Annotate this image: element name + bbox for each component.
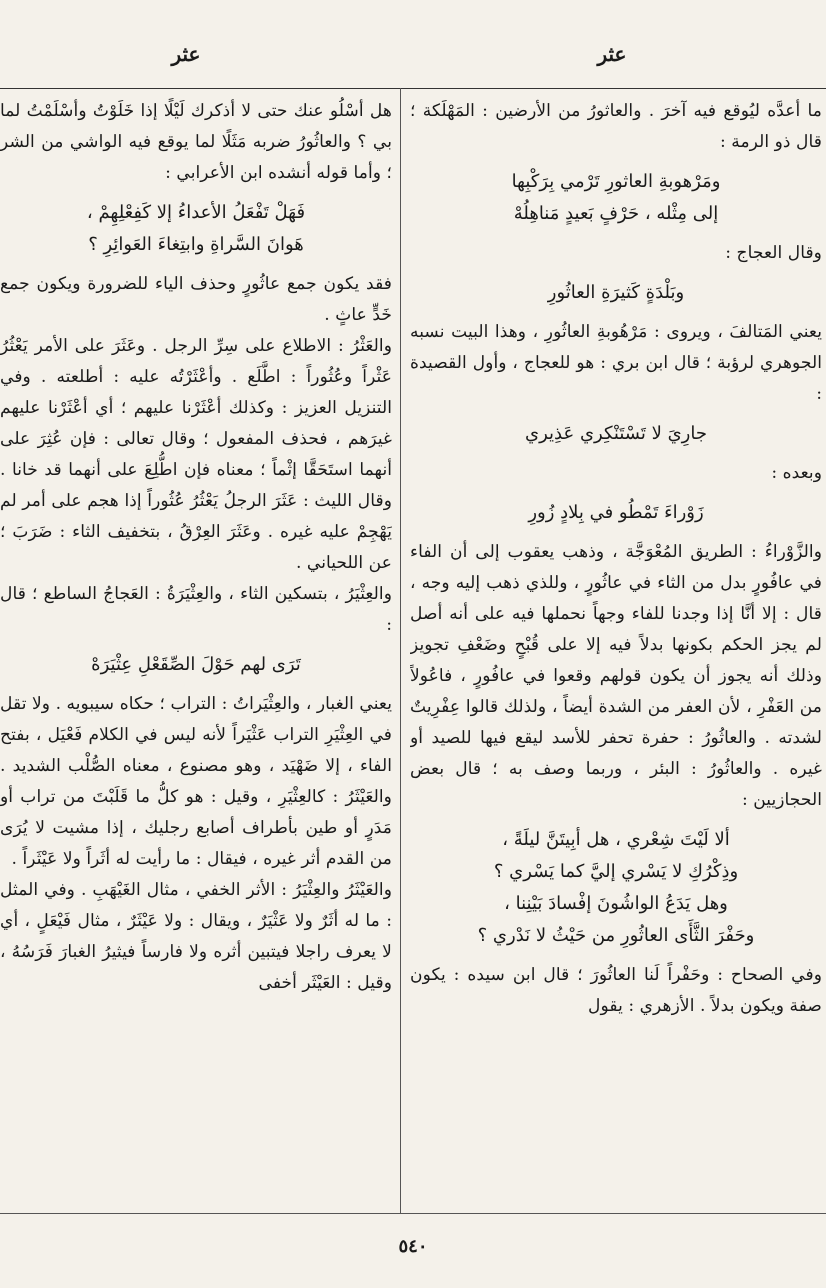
verse-line: ألا لَيْتَ شِعْري ، هل أبِيتَنَّ ليلَةً ، [502,829,730,850]
verse [410,418,822,450]
paragraph: والعَيْثَرُ والعِثْيَرُ : الأثر الخفي ، مثال الغَيْهَبِ . وفي المثل : ما له أثَرٌ ولا عَثْيَرٌ ، ويقال : ولا عَيْثَرٌ ، مثال فَيْعَلٍ ، أي لا يعرف راجلا فيتبين أثره ولا فارساً فيثيرُ الغبارَ فَرَسُهُ ، وقيل : العَيْثَر أخفى [0,880,392,993]
verse-line: وحَفْرَ الثَّأَى العاثُورِ من حَيْثُ لا نَدْري ؟ [477,925,755,946]
header-rule [0,88,826,89]
paragraph: والزَّوْراءُ : الطريق المُعْوَجَّة ، وذهب يعقوب إلى أن الفاء في عافُورٍ بدل من الثاء في عاثُورٍ ، وللذي ذهب إليه وجه ، قال : إلا أنَّا إذا وجدنا للفاء وجهاً نحملها فيه على أنه أصل لم يجز الحكم بكونها بدلاً فيه إلا على قُبْحٍ وضَعْفِ تجويز وذلك أنه يجوز أن يكون قولهم وقعوا في عافُورٍ ، فاعُولاً من العَفْرِ ، لأن العفر من الشدة أيضاً ، ولذلك قالوا عِفْرِيتٌ لشدته . والعاثُورُ : حفرة تحفر للأسد ليقع فيها للصيد أو غيره . والعاثُورُ : البئر ، وربما وصف به ؛ قال بعض الحجازيين : [410,542,822,810]
verse-line: فَهَلْ تَفْعَلُ الأعداءُ إلا كَفِعْلِهِمْ ، [86,202,306,223]
verse [410,824,822,952]
verse-line: ومَرْهوبةِ العاثورِ تَرْمي بِرَكْبِها [511,171,721,192]
paragraph: والعَثْرُ : الاطلاع على سِرِّ الرجل . وعَثَرَ على الأمر يَعْثُرُ عَثْراً وعُثُوراً : اطَّلَع . وأعْثَرْتُه عليه : أطلعته . وفي التنزيل العزيز : وكذلك أعْثَرْنا عليهم ؛ أي أعْثَرْنا عليهم غيرَهم ، فحذف المفعول ؛ وقال تعالى : فإن عُثِرَ على أنهما استَحَقَّا إثْماً ؛ معناه فإن اطُّلِعَ على أنهما قد خانا . وقال الليث : عَثَرَ الرجلُ يَعْثُرُ عُثُوراً إذا هجم على أمر لم يَهْجِمْ عليه غيره . وعَثَرَ العِرْقُ ، بتخفيف الثاء : ضَرَبَ ؛ عن اللحياني . [0,336,392,573]
verse [0,197,392,261]
verse-line: تَرَى لهم حَوْلَ الصِّقَعْلِ عِثْيَرَهْ [91,654,301,675]
paragraph: وبعده : [771,463,822,483]
page-number: ٥٤٠ [398,1236,428,1257]
column-divider [400,88,401,1213]
verse [410,166,822,230]
paragraph: ما أعدَّه ليُوقع فيه آخرَ . والعاثورُ من الأرضين : المَهْلَكة ؛ قال ذو الرمة : [410,101,822,152]
left-column [0,96,392,1214]
verse-line: هَوانَ السَّراةِ وابتِغاءَ العَوائِرِ ؟ [88,234,304,255]
verse [410,497,822,529]
verse [410,277,822,309]
paragraph: وفي الصحاح : وحَفْراً لَنا العاثُورَ ؛ قال ابن سيده : يكون صفة ويكون بدلاً . الأزهري : يقول [410,965,822,1016]
verse [0,649,392,681]
verse-line: زَوْراءَ تَمْطُو في بِلادٍ زُورِ [528,502,704,523]
paragraph: وقال العجاج : [725,243,822,263]
header-word-right: عثر [597,42,627,66]
paragraph: والعِثْيَرُ ، بتسكين الثاء ، والعِثْيَرَةُ : العَجاجُ الساطع ؛ قال : [0,584,392,635]
paragraph: يعني المَتالفَ ، ويروى : مَرْهُوبةِ العاثُورِ ، وهذا البيت نسبه الجوهري لرؤبة ؛ قال ابن بري : هو للعجاج ، وأول القصيدة : [410,322,822,404]
verse-line: جارِيَ لا تَسْتَنْكِري عَذِيري [525,423,707,444]
verse-line: وهل يَدَعُ الواشُونَ إفْسادَ بَيْنِنا ، [504,893,728,914]
header-word-left: عثر [171,42,201,66]
paragraph: هل أسْلُو عنك حتى لا أذكرك لَيْلًا إذا خَلَوْتُ وأسْلَمْتُ لما بي ؟ والعاثُورُ ضربه مَثَلًا لما يوقع فيه الواشي من الشر ؛ وأما قوله أنشده ابن الأعرابي : [0,101,392,183]
verse-line: إلى مِثْله ، حَرْفٍ بَعيدٍ مَناهِلُهْ [513,203,719,224]
verse-line: وذِكْرُكِ لا يَسْري إليَّ كما يَسْري ؟ [493,861,739,882]
right-column [410,96,822,1214]
paragraph: فقد يكون جمع عاثُورٍ وحذف الياء للضرورة ويكون جمع خَدٍّ عاثٍ . [0,274,392,325]
verse-line: وبَلْدَةٍ كَثيرَةِ العاثُورِ [547,282,685,303]
paragraph: يعني الغبار ، والعِثْيَراتُ : التراب ؛ حكاه سيبويه . ولا تقل في العِثْيَرِ التراب عَثْيَراً لأنه ليس في الكلام فَعْيَل ، بفتح الفاء ، إلا ضَهْيَد ، وهو مصنوع ، معناه الصُّلْب الشديد . والعَيْثَرُ : كالعِثْيَرِ ، وقيل : هو كلُّ ما قَلَبْتَ من تراب أو مَدَرٍ أو طين بأطراف أصابع رجليك ، إذا مشيت لا يُرَى من القدم أثر غيره ، فيقال : ما رأيت له أثَراً ولا عَيْثَراً . [0,694,392,869]
footer-rule [0,1213,826,1214]
